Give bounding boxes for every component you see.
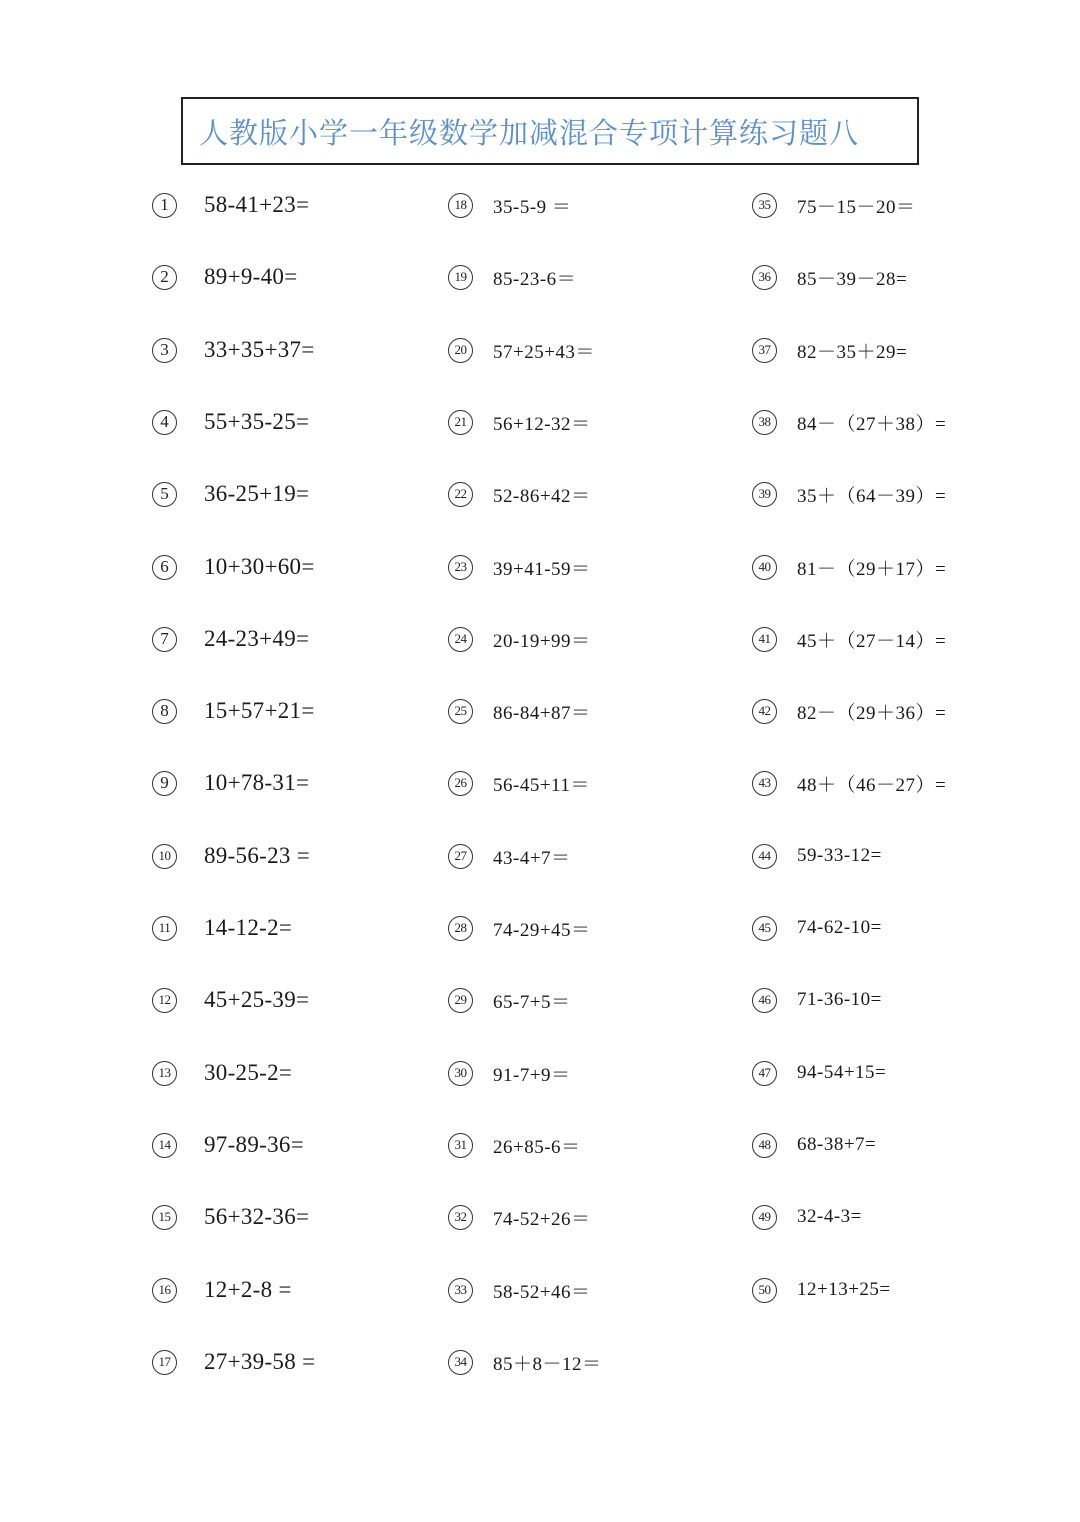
problem-number: 15 xyxy=(152,1205,177,1230)
problem-number: 12 xyxy=(152,988,177,1013)
problem-number: 20 xyxy=(448,338,473,363)
problem-item xyxy=(448,252,576,302)
problem-item xyxy=(448,1048,571,1098)
problem-expression: 74-29+45＝ xyxy=(493,919,591,941)
problem-expression: 26+85-6＝ xyxy=(493,1136,581,1158)
problem-item xyxy=(448,1337,602,1387)
problem-number: 13 xyxy=(152,1061,177,1086)
problem-number: 19 xyxy=(448,265,473,290)
problem-expression: 85－39－28= xyxy=(797,268,908,290)
problem-expression: 10+78-31= xyxy=(204,770,310,795)
problem-item xyxy=(152,758,309,808)
problem-item xyxy=(152,180,309,230)
problem-item xyxy=(448,1120,581,1170)
problem-number: 22 xyxy=(448,482,473,507)
problem-item xyxy=(752,903,882,953)
problem-item xyxy=(448,542,591,592)
problem-expression: 32-4-3= xyxy=(797,1206,862,1227)
problem-number: 31 xyxy=(448,1133,473,1158)
problem-expression: 39+41-59＝ xyxy=(493,558,591,580)
problem-expression: 86-84+87＝ xyxy=(493,702,591,724)
problem-number: 28 xyxy=(448,916,473,941)
problem-expression: 82－35＋29= xyxy=(797,341,908,363)
problem-expression: 48＋（46－27）= xyxy=(797,774,947,796)
problem-expression: 14-12-2= xyxy=(204,915,293,940)
problem-expression: 56-45+11＝ xyxy=(493,774,590,796)
problem-expression: 74-52+26＝ xyxy=(493,1208,591,1230)
problem-number: 27 xyxy=(448,844,473,869)
problem-expression: 35＋（64－39）= xyxy=(797,485,947,507)
problem-number: 4 xyxy=(152,410,177,435)
problem-number: 9 xyxy=(152,771,177,796)
problem-expression: 84－（27＋38）= xyxy=(797,413,947,435)
problem-expression: 56+32-36= xyxy=(204,1204,310,1229)
problem-number: 8 xyxy=(152,699,177,724)
problem-number: 21 xyxy=(448,410,473,435)
problem-item xyxy=(152,252,298,302)
problem-expression: 85＋8－12＝ xyxy=(493,1353,602,1375)
problem-item xyxy=(152,1337,315,1387)
problem-number: 39 xyxy=(752,482,777,507)
problem-number: 38 xyxy=(752,410,777,435)
problem-expression: 81－（29＋17）= xyxy=(797,558,947,580)
problem-expression: 56+12-32＝ xyxy=(493,413,591,435)
problem-number: 34 xyxy=(448,1350,473,1375)
problem-item xyxy=(152,1192,309,1242)
problem-expression: 45＋（27－14）= xyxy=(797,630,947,652)
problem-number: 48 xyxy=(752,1133,777,1158)
problem-expression: 27+39-58 = xyxy=(204,1349,316,1374)
worksheet-title: 人教版小学一年级数学加减混合专项计算练习题八 xyxy=(199,116,860,150)
problem-item xyxy=(152,614,309,664)
problem-number: 42 xyxy=(752,699,777,724)
problem-item xyxy=(752,975,882,1025)
problem-number: 17 xyxy=(152,1350,177,1375)
problem-number: 46 xyxy=(752,988,777,1013)
problem-item xyxy=(752,397,946,447)
problem-number: 11 xyxy=(152,916,177,941)
problem-number: 10 xyxy=(152,844,177,869)
problem-expression: 30-25-2= xyxy=(204,1060,293,1085)
problem-item xyxy=(448,469,591,519)
problem-expression: 10+30+60= xyxy=(204,554,315,579)
problem-item xyxy=(448,397,591,447)
problem-expression: 12+2-8 = xyxy=(204,1277,292,1302)
problem-number: 33 xyxy=(448,1278,473,1303)
problem-number: 50 xyxy=(752,1278,777,1303)
problem-item xyxy=(152,542,315,592)
problem-item xyxy=(152,1265,292,1315)
problem-item xyxy=(152,469,309,519)
problem-number: 30 xyxy=(448,1061,473,1086)
problem-item xyxy=(752,180,916,230)
problem-number: 45 xyxy=(752,916,777,941)
problem-item xyxy=(152,831,310,881)
problem-expression: 75－15－20＝ xyxy=(797,196,916,218)
problem-item xyxy=(152,975,309,1025)
problem-expression: 85-23-6＝ xyxy=(493,268,577,290)
problem-item xyxy=(752,831,882,881)
problem-expression: 36-25+19= xyxy=(204,481,310,506)
problem-expression: 97-89-36= xyxy=(204,1132,304,1157)
problem-expression: 91-7+9＝ xyxy=(493,1064,571,1086)
problem-item xyxy=(152,1120,304,1170)
problem-number: 25 xyxy=(448,699,473,724)
problem-number: 3 xyxy=(152,338,177,363)
problem-number: 29 xyxy=(448,988,473,1013)
problem-item xyxy=(752,252,907,302)
problem-number: 14 xyxy=(152,1133,177,1158)
problem-expression: 12+13+25= xyxy=(797,1279,891,1300)
problem-item xyxy=(152,1048,292,1098)
problem-item xyxy=(448,614,591,664)
problem-expression: 71-36-10= xyxy=(797,989,882,1010)
problem-item xyxy=(752,469,946,519)
problem-expression: 89+9-40= xyxy=(204,264,298,289)
problem-item xyxy=(752,1192,862,1242)
problem-number: 26 xyxy=(448,771,473,796)
problem-expression: 82－（29＋36）= xyxy=(797,702,947,724)
problem-number: 16 xyxy=(152,1278,177,1303)
problem-item xyxy=(448,325,595,375)
problem-expression: 35-5-9 ＝ xyxy=(493,196,572,218)
problem-expression: 58-52+46＝ xyxy=(493,1281,591,1303)
problem-item xyxy=(752,1048,886,1098)
problem-item xyxy=(752,686,946,736)
problem-item xyxy=(448,686,591,736)
problem-number: 40 xyxy=(752,555,777,580)
problem-expression: 74-62-10= xyxy=(797,917,882,938)
problem-number: 47 xyxy=(752,1061,777,1086)
problem-item xyxy=(152,325,315,375)
problem-expression: 52-86+42＝ xyxy=(493,485,591,507)
worksheet-title-box xyxy=(181,97,919,165)
problem-number: 41 xyxy=(752,627,777,652)
problem-expression: 59-33-12= xyxy=(797,845,882,866)
problem-expression: 43-4+7＝ xyxy=(493,847,571,869)
problem-number: 43 xyxy=(752,771,777,796)
problem-item xyxy=(448,975,571,1025)
problem-expression: 89-56-23 = xyxy=(204,843,311,868)
problem-item xyxy=(752,614,946,664)
problem-expression: 58-41+23= xyxy=(204,192,310,217)
problem-item xyxy=(448,1192,591,1242)
problem-expression: 68-38+7= xyxy=(797,1134,877,1155)
problem-expression: 55+35-25= xyxy=(204,409,310,434)
problem-item xyxy=(448,903,591,953)
problem-item xyxy=(752,1265,891,1315)
problem-number: 24 xyxy=(448,627,473,652)
problem-item xyxy=(752,758,946,808)
problem-item xyxy=(752,542,946,592)
problem-item xyxy=(152,397,309,447)
problem-number: 35 xyxy=(752,193,777,218)
problem-number: 1 xyxy=(152,193,177,218)
problem-expression: 57+25+43＝ xyxy=(493,341,595,363)
problem-expression: 94-54+15= xyxy=(797,1062,887,1083)
problem-item xyxy=(448,831,571,881)
problem-number: 49 xyxy=(752,1205,777,1230)
problem-number: 2 xyxy=(152,265,177,290)
problem-expression: 20-19+99＝ xyxy=(493,630,591,652)
problem-item xyxy=(752,325,907,375)
problem-item xyxy=(152,903,292,953)
problem-number: 6 xyxy=(152,555,177,580)
problem-item xyxy=(448,758,590,808)
problem-number: 32 xyxy=(448,1205,473,1230)
problem-number: 37 xyxy=(752,338,777,363)
problem-number: 23 xyxy=(448,555,473,580)
problem-item xyxy=(152,686,315,736)
problem-expression: 15+57+21= xyxy=(204,698,315,723)
problem-item xyxy=(448,180,571,230)
problem-expression: 65-7+5＝ xyxy=(493,991,571,1013)
problem-expression: 24-23+49= xyxy=(204,626,310,651)
problem-item xyxy=(752,1120,876,1170)
problem-item xyxy=(448,1265,591,1315)
problem-expression: 33+35+37= xyxy=(204,337,315,362)
problem-number: 7 xyxy=(152,627,177,652)
problem-number: 36 xyxy=(752,265,777,290)
problem-number: 18 xyxy=(448,193,473,218)
problem-number: 5 xyxy=(152,482,177,507)
problem-number: 44 xyxy=(752,844,777,869)
problem-expression: 45+25-39= xyxy=(204,987,310,1012)
